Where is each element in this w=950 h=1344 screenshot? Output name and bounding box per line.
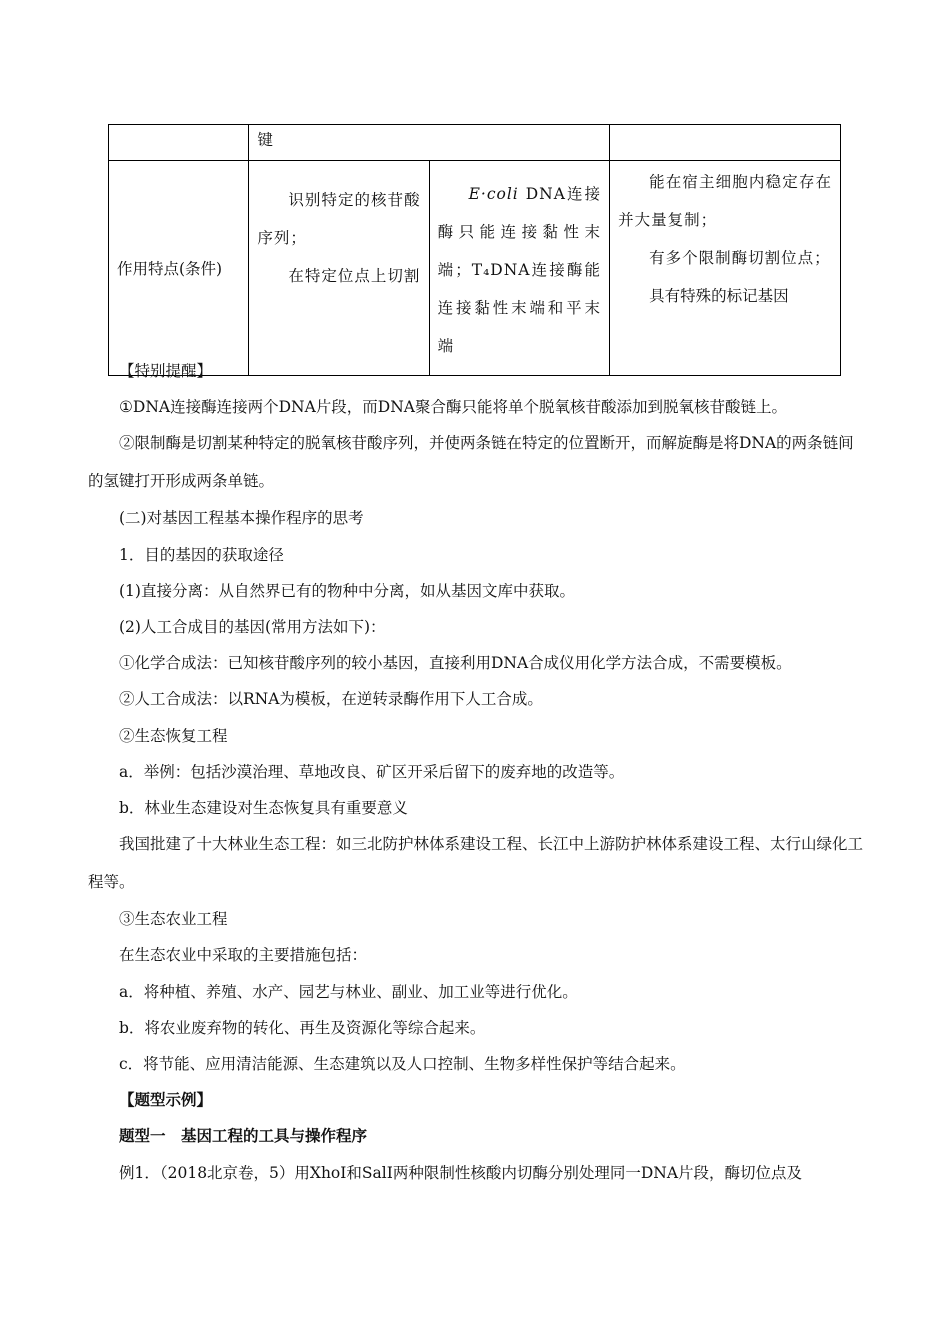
examples-heading: 【题型示例】 (119, 1091, 213, 1110)
cell-text (438, 175, 601, 365)
paragraph: a．将种植、养殖、水产、园艺与林业、副业、加工业等进行优化。 (119, 982, 578, 1001)
paragraph: (2)人工合成目的基因(常用方法如下)： (119, 618, 386, 637)
paragraph: 在生态农业中采取的主要措施包括： (119, 946, 368, 965)
special-reminder-heading: 【特别提醒】 (119, 362, 213, 380)
cell-text: 在特定位点上切割 (288, 267, 421, 285)
document-body (88, 353, 863, 1191)
table-cell (109, 125, 249, 161)
restriction-enzyme-cell (249, 161, 429, 376)
paragraph: 我国批建了十大林业生态工程：如三北防护林体系建设工程、长江中上游防护林体系建设工程、太行山绿化工程等。 (88, 835, 864, 891)
cell-text: 能在宿主细胞内稳定存在并大量复制； (618, 173, 832, 229)
table-cell: 键 (249, 125, 610, 161)
paragraph: b．林业生态建设对生态恢复具有重要意义 (119, 799, 408, 818)
cell-text: 具有特殊的标记基因 (649, 287, 789, 305)
example-text: 例1．（2018北京卷，5）用XhoI和SalI两种限制性核酸内切酶分别处理同一DNA片段，酶切位点及 (119, 1163, 803, 1182)
question-type-heading: 题型一 基因工程的工具与操作程序 (119, 1127, 368, 1146)
gene-tools-table (108, 124, 841, 376)
paragraph: 1．目的基因的获取途径 (119, 545, 284, 564)
table-row (109, 161, 841, 376)
cell-text: 有多个限制酶切割位点； (649, 249, 831, 267)
paragraph: (1)直接分离：从自然界已有的物种中分离，如从基因文库中获取。 (119, 581, 575, 600)
table-cell (610, 125, 841, 161)
paragraph: c．将节能、应用清洁能源、生态建筑以及人口控制、生物多样性保护等结合起来。 (119, 1055, 686, 1074)
cell-text: 识别特定的核苷酸序列； (257, 191, 421, 247)
paragraph: b．将农业废弃物的转化、再生及资源化等综合起来。 (119, 1018, 486, 1037)
ligase-text: DNA连接酶只能连接黏性末端；T₄DNA连接酶能连接黏性末端和平末端 (437, 185, 602, 355)
row-label (109, 161, 249, 376)
row-label-text: 作用特点(条件) (117, 260, 223, 278)
paragraph: ②生态恢复工程 (119, 726, 228, 745)
paragraph: a．举例：包括沙漠治理、草地改良、矿区开采后留下的废弃地的改造等。 (119, 762, 625, 781)
ecoli-italic: E·coli (468, 185, 519, 203)
paragraph: ③生态农业工程 (119, 910, 228, 929)
ligase-cell (429, 161, 609, 376)
paragraph: ②人工合成法：以RNA为模板，在逆转录酶作用下人工合成。 (119, 690, 543, 709)
table-row (109, 125, 841, 161)
section-heading: (二)对基因工程基本操作程序的思考 (119, 509, 364, 528)
vector-cell (610, 161, 841, 376)
paragraph: ①化学合成法：已知核苷酸序列的较小基因，直接利用DNA合成仪用化学方法合成，不需要模板。 (119, 654, 792, 673)
paragraph: ①DNA连接酶连接两个DNA片段，而DNA聚合酶只能将单个脱氧核苷酸添加到脱氧核苷酸链上。 (119, 398, 787, 417)
paragraph: ②限制酶是切割某种特定的脱氧核苷酸序列，并使两条链在特定的位置断开，而解旋酶是将DNA的两条链间的氢键打开形成两条单链。 (88, 434, 854, 490)
